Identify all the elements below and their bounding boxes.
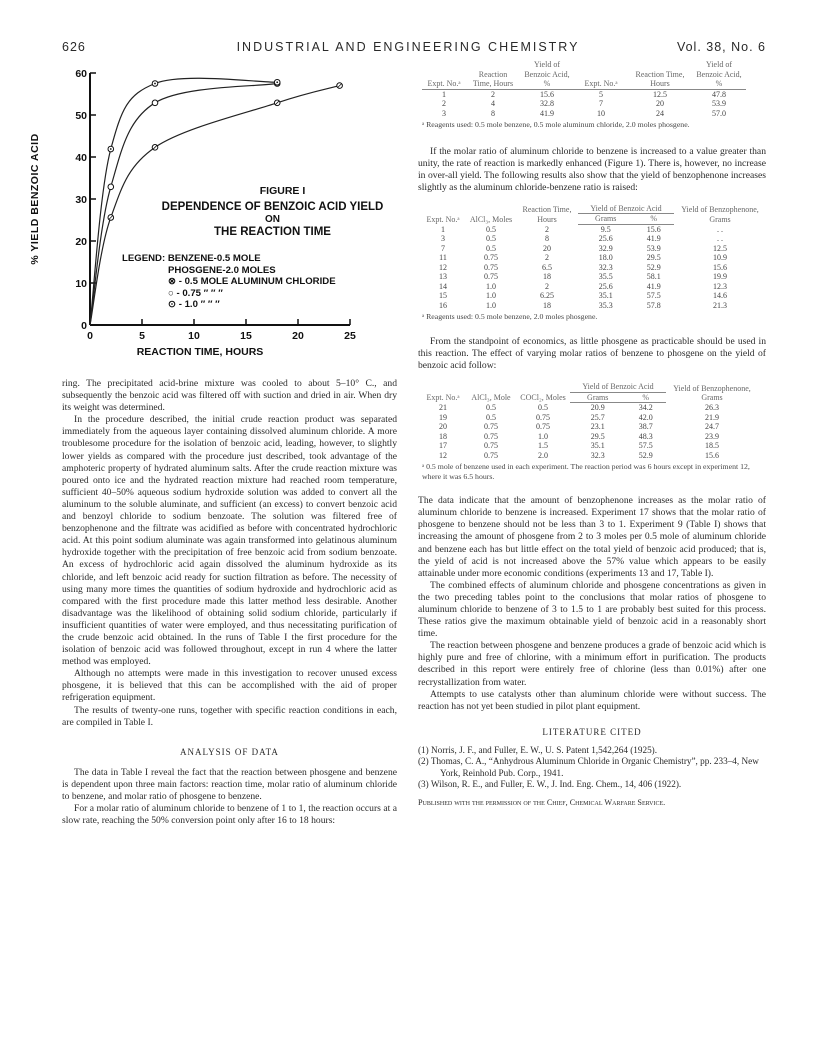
table-cell: 4 <box>491 99 495 108</box>
table-cell: 0.75 <box>484 422 498 432</box>
table-cell: 0.5 <box>486 234 496 244</box>
x-tick-label: 0 <box>87 330 93 342</box>
table-cell: 7 <box>599 99 603 108</box>
legend-item: ○ - 0.75 ″ ″ ″ <box>168 287 223 299</box>
table-row <box>420 234 766 244</box>
table-cell: 18 <box>439 431 447 441</box>
table-row <box>422 89 746 99</box>
table-cell: 1.0 <box>486 300 496 310</box>
table-header: Reaction Time, Hours <box>466 60 520 89</box>
table-cell: 15.6 <box>713 262 727 272</box>
table-row <box>420 253 766 263</box>
table-header: COCl₂, Moles <box>520 393 566 403</box>
table-cell: 53.9 <box>646 243 661 253</box>
table-cell: 41.9 <box>646 281 661 291</box>
table-cell: 18.5 <box>705 441 719 451</box>
table-cell: 2 <box>545 281 549 291</box>
figure-title-line1: DEPENDENCE OF BENZOIC ACID YIELD <box>161 201 384 213</box>
table-cell: 6.25 <box>540 291 554 301</box>
table-cell: 32.9 <box>598 243 613 253</box>
table-cell: 1 <box>442 89 446 99</box>
table-row <box>420 432 758 442</box>
y-tick-label: 0 <box>81 320 87 332</box>
table-cell: 8 <box>545 234 549 244</box>
table-cell: 32.3 <box>590 450 605 460</box>
table-subheader: % <box>633 214 674 225</box>
section-title: ANALYSIS OF DATA <box>180 746 279 757</box>
paragraph: ring. The precipitated acid-brine mixture was cooled to about 5–10° C., and subsequently the benzoic acid was filtered off with suction and dried in air. When dry its weight was determined. <box>62 378 397 414</box>
table-cell: 48.3 <box>638 431 653 441</box>
table-cell: 57.5 <box>638 441 653 451</box>
reference-item: (1) Norris, J. F., and Fuller, E. W., U. S. Patent 1,542,264 (1925). <box>418 744 658 755</box>
data-point <box>108 184 114 190</box>
table-cell: 1 <box>441 224 445 234</box>
y-tick-label: 50 <box>75 110 87 122</box>
table-cell: 21.9 <box>705 412 719 422</box>
paragraph: The data in Table I reveal the fact that the reaction between phosgene and benzene is dependent upon three main factors: reaction time, molar ratio of aluminum chloride to benzene, and molar ratio of phosgene to benzene. <box>62 766 397 802</box>
table-subheader: Grams <box>570 392 625 403</box>
table-cell: 7 <box>441 243 445 253</box>
figure-legend <box>122 253 400 311</box>
table-cell: 29.5 <box>590 431 605 441</box>
table-cell: 0.75 <box>484 441 498 451</box>
table-cell: 9.5 <box>600 224 611 234</box>
table-cell: 0.5 <box>538 402 548 412</box>
table-row <box>420 403 758 413</box>
table-cell: 13 <box>439 272 447 282</box>
table-cell: 52.9 <box>646 262 661 272</box>
table-cell: 2 <box>442 99 446 108</box>
legend-line2: PHOSGENE-2.0 MOLES <box>168 264 276 276</box>
data-point-mark <box>110 148 112 150</box>
data-point-mark <box>154 83 156 85</box>
table-cell: 34.2 <box>638 403 653 413</box>
table-cell: 20 <box>656 99 664 108</box>
table-cell: 19.9 <box>713 272 727 282</box>
table-cell: 25.6 <box>598 234 613 244</box>
table-row <box>422 99 746 109</box>
table-cell: 10.9 <box>713 253 727 263</box>
table-header: Yield of Benzoic Acid, % <box>692 60 746 89</box>
legend-item: ⊙ - 1.0 ″ ″ ″ <box>168 299 220 310</box>
table-row <box>420 451 758 461</box>
table-row <box>420 272 766 282</box>
table-footnote: ᵃ 0.5 mole of benzene used in each experiment. The reaction period was 6 hours except in experiment 12, where it was 6.5 hours. <box>422 462 750 481</box>
table-row <box>420 441 758 451</box>
table-cell: 23.9 <box>705 431 719 441</box>
table-row <box>420 224 766 234</box>
table-cell: 2.0 <box>538 450 548 460</box>
table-cell: 0.75 <box>484 272 498 282</box>
x-tick-label: 5 <box>139 330 145 342</box>
paragraph: The combined effects of aluminum chloride and phosgene concentrations as given in the two preceding tables point to the conclusions that molar ratios of phosgene to aluminum chloride to benzene of 3 to 1.5 to 1 are probably best suited for this process. These ratios give the maximum obtainable yield of benzoic acid in a reasonably short time. <box>418 579 766 640</box>
left-column <box>62 378 397 827</box>
table-cell: 53.9 <box>712 99 726 108</box>
right-column <box>418 60 766 809</box>
table-alcl3-ratio <box>420 204 766 311</box>
table-footnote: ᵃ Reagents used: 0.5 mole benzene, 2.0 moles phosgene. <box>422 312 598 322</box>
x-axis-label: REACTION TIME, HOURS <box>136 346 264 358</box>
table-header: Yield of Benzoic Acid <box>570 382 666 392</box>
table-cell: 18 <box>543 272 551 282</box>
literature-title: LITERATURE CITED <box>542 726 642 737</box>
table-cell: 57.8 <box>646 300 661 310</box>
table-cell: 32.8 <box>540 99 554 108</box>
table-cell: 0.75 <box>484 262 498 272</box>
publication-note: Published with the permission of the Chief, Chemical Warfare Service. <box>418 797 666 807</box>
table-cell: 20.9 <box>590 403 605 413</box>
table-header: Yield of Benzoic Acid <box>578 204 674 214</box>
table-cell: . . <box>717 224 723 234</box>
table-cell: 15 <box>439 291 447 301</box>
table-cell: 24 <box>656 108 664 118</box>
table-cell: 41.9 <box>646 234 661 244</box>
table-cell: 57.5 <box>646 291 661 301</box>
table-subheader: % <box>625 392 666 403</box>
table-footnote: ᵃ Reagents used: 0.5 mole benzene, 0.5 mole aluminum chloride, 2.0 moles phosgene. <box>422 120 690 129</box>
table-cell: 15.6 <box>540 89 554 99</box>
table-cell: 35.1 <box>590 441 605 451</box>
table-cell: 21 <box>439 402 447 412</box>
table-cell: 25.6 <box>598 281 613 291</box>
table-header: Expt. No.ᵃ <box>426 393 460 403</box>
table-row <box>420 282 766 292</box>
y-axis-label: % YIELD BENZOIC ACID <box>29 133 41 265</box>
x-tick-label: 20 <box>292 330 304 342</box>
legend-item: ⊗ - 0.5 MOLE ALUMINUM CHLORIDE <box>168 276 336 287</box>
table-cell: 3 <box>442 108 446 118</box>
table-cell: 29.5 <box>646 253 661 263</box>
table-cell: 14 <box>439 281 447 291</box>
table-cell: 2 <box>545 253 549 263</box>
y-tick-label: 60 <box>75 68 87 80</box>
table-cell: 0.75 <box>484 431 498 441</box>
table-cell: 12.5 <box>653 89 667 99</box>
paragraph: Although no attempts were made in this investigation to recover unused excess phosgene, it is believed that this can be accomplished with the aid of proper refrigeration equipment. <box>62 668 397 704</box>
table-cell: 35.3 <box>598 300 613 310</box>
figure-caption <box>150 185 395 238</box>
table-cell: 32.3 <box>598 262 613 272</box>
table-header: Reaction Time, Hours <box>628 60 692 89</box>
table-cell: 0.5 <box>486 412 496 422</box>
table-cell: 12 <box>439 262 447 272</box>
table-cell: 57.0 <box>712 108 726 118</box>
table-header: Expt. No.ᵃ <box>574 60 628 89</box>
table-phosgene-ratio <box>420 382 758 460</box>
table-cell: 35.1 <box>598 291 613 301</box>
table-cell: 0.5 <box>486 243 496 253</box>
table-cell: 15.6 <box>646 224 661 234</box>
table-cell: 0.75 <box>536 412 550 422</box>
table-cell: 24.7 <box>705 422 719 432</box>
table-cell: 18.0 <box>598 253 613 263</box>
table-cell: 19 <box>439 412 447 422</box>
table-time-yield <box>422 60 746 118</box>
table-header: Yield of Benzophenone, Grams <box>681 205 759 224</box>
x-tick-label: 25 <box>344 330 356 342</box>
figure-number: FIGURE I <box>259 185 306 197</box>
table-row <box>420 301 766 311</box>
table-row <box>420 244 766 254</box>
table-subheader: Grams <box>578 214 633 225</box>
table-cell: 1.0 <box>486 291 496 301</box>
table-cell: 18 <box>543 300 551 310</box>
paragraph: In the procedure described, the initial crude reaction product was separated immediately from the aqueous layer containing dissolved aluminum chloride. A more troublesome procedure for the isolation of benzoic acid, leading, however, to slightly lower yields as compared with the procedure just described, took advantage of the amphoteric property of hydrated aluminum salts. After the crude reaction mixture was poured onto ice and the hydrated reaction mixture had reached room temperature, sufficient 40–50% aqueous sodium hydroxide solution was added to convert all the aluminum to the soluble aluminate, and sufficient (an excess) to convert benzoic acid and benzoyl chloride to sodium benzoate. The solution was filtered free of benzophenone and the filtrate was acidified as before with concentrated hydrochloric acid. At this point sodium aluminate was again transformed into gelatinous aluminum hydroxide together with the precipitation of free benzoic acid from sodium benzoate. An excess of hydrochloric acid again dissolved the aluminum hydroxide as its chloride, and left benzoic acid ready for suction filtration as before. The necessity of using many more times the quantities of sodium hydroxide and hydrochloric acid as compared with the first procedure made this latter method less desirable. Another disadvantage was the likelihood of obtaining solid sodium chloride, particularly if insufficient quantities of water were employed, and thus necessitating purification of the crude benzoic acid obtained. In the runs of Table I the first procedure for the isolation of benzoic acid was followed throughout, except in run 4 where the latter method was employed. <box>62 414 397 668</box>
figure-title-line3: THE REACTION TIME <box>214 226 331 238</box>
x-tick-label: 15 <box>240 330 252 342</box>
table-cell: 17 <box>439 441 447 451</box>
table-cell: 8 <box>491 108 495 118</box>
table-cell: 12 <box>439 450 447 460</box>
y-tick-label: 10 <box>75 278 87 290</box>
reference-item: (3) Wilson, R. E., and Fuller, E. W., J. Ind. Eng. Chem., 14, 406 (1922). <box>418 779 682 790</box>
table-cell: 14.6 <box>713 291 727 301</box>
table-cell: 38.7 <box>638 422 653 432</box>
table-cell: 3 <box>441 234 445 244</box>
table-cell: 35.5 <box>598 272 613 282</box>
figure-title-line2: ON <box>265 214 280 225</box>
journal-title: INDUSTRIAL AND ENGINEERING CHEMISTRY <box>236 40 580 54</box>
table-cell: 0.75 <box>536 422 550 432</box>
table-cell: 1.0 <box>486 281 496 291</box>
table-cell: 52.9 <box>638 450 653 460</box>
table-header: AlCl₃, Moles <box>469 214 513 224</box>
table-cell: 21.3 <box>713 300 727 310</box>
table-cell: 26.3 <box>705 402 719 412</box>
paragraph: The results of twenty-one runs, together with specific reaction conditions in each, are compiled in Table I. <box>62 704 397 728</box>
y-tick-label: 30 <box>75 194 87 206</box>
table-cell: 23.1 <box>590 422 605 432</box>
table-cell: 11 <box>439 253 447 263</box>
paragraph: The data indicate that the amount of benzophenone increases as the molar ratio of aluminum chloride to benzene is increased. Experiment 17 shows that the molar ratio of phosgene to benzene should not be less than 3 to 1. Experiment 9 (Table I) shows that increasing the amount of phosgene from 2 to 3 moles per 0.5 mole of aluminum chloride and benzene each has but little effect on the total yield of benzoic acid produced; that is, the yield of acid is not increased above the 57% value which appears to be easily attainable under more economic conditions (experiments 13 and 17, Table I). <box>418 495 766 579</box>
table-cell: 2 <box>545 224 549 234</box>
legend-line1: BENZENE-0.5 MOLE <box>167 253 261 264</box>
table-row <box>420 291 766 301</box>
paragraph: From the standpoint of economics, as little phosgene as practicable should be used in this reaction. The effect of varying molar ratios of benzene to phosgene on the yield of benzoic acid follow: <box>418 335 766 372</box>
table-cell: 10 <box>597 108 605 118</box>
table-cell: 0.75 <box>484 253 498 263</box>
table-header: AlCl₃, Mole <box>471 393 511 403</box>
table-cell: 41.9 <box>540 108 554 118</box>
table-cell: 12.5 <box>713 243 727 253</box>
table-cell: 1.0 <box>538 431 548 441</box>
paragraph: If the molar ratio of aluminum chloride to benzene is increased to a value greater than unity, the rate of reaction is markedly enhanced (Figure 1). There is, however, no increase in over-all yield. The following results also show that the yield of benzophenone increases slightly as the aluminum chloride-benzene ratio is raised: <box>418 145 766 193</box>
data-point <box>152 100 158 106</box>
data-point-mark <box>276 81 278 83</box>
table-row <box>422 109 746 119</box>
table-cell: 20 <box>439 422 447 432</box>
table-cell: 47.8 <box>712 89 726 99</box>
table-cell: 0.5 <box>486 402 496 412</box>
paragraph: Attempts to use catalysts other than aluminum chloride were without success. The reaction has not yet been studied in pilot plant equipment. <box>418 688 766 712</box>
y-tick-label: 40 <box>75 152 87 164</box>
table-header: Expt. No.ᵃ <box>422 60 466 89</box>
y-tick-label: 20 <box>75 236 87 248</box>
table-cell: 42.0 <box>638 412 653 422</box>
table-row <box>420 263 766 273</box>
page-number: 626 <box>62 40 86 54</box>
paragraph: For a molar ratio of aluminum chloride to benzene of 1 to 1, the reaction occurs at a slow rate, reaching the 50% conversion point only after 16 to 18 hours: <box>62 803 397 827</box>
table-cell: 5 <box>599 89 603 99</box>
table-header: Yield of Benzoic Acid, % <box>520 60 574 89</box>
table-cell: 1.5 <box>538 441 548 451</box>
table-cell: 6.5 <box>542 262 552 272</box>
table-header: Reaction Time, Hours <box>522 205 572 224</box>
table-header: Expt. No.ᵃ <box>426 214 460 224</box>
volume-label: Vol. 38, No. 6 <box>676 40 766 54</box>
x-tick-label: 10 <box>188 330 200 342</box>
table-cell: 16 <box>439 300 447 310</box>
legend-title: LEGEND: <box>122 253 166 264</box>
table-cell: . . <box>717 234 723 244</box>
table-cell: 12.3 <box>713 281 727 291</box>
table-cell: 15.6 <box>705 450 719 460</box>
table-cell: 25.7 <box>590 412 605 422</box>
table-cell: 20 <box>543 243 551 253</box>
table-cell: 58.1 <box>646 272 661 282</box>
table-cell: 2 <box>491 89 495 99</box>
paragraph: The reaction between phosgene and benzene produces a grade of benzoic acid which is highly pure and free of chlorine, with a minimum effort in purification. The products described in this report were entirely free of chlorine (less than 0.01%) after one recrystallization from water. <box>418 640 766 688</box>
reference-item: (2) Thomas, C. A., “Anhydrous Aluminum Chloride in Organic Chemistry”, pp. 233–4, New York, Reinhold Pub. Corp., 1941. <box>418 756 759 778</box>
table-header: Yield of Benzophenone, Grams <box>673 383 751 403</box>
table-row <box>420 413 758 423</box>
table-cell: 0.5 <box>486 224 496 234</box>
table-row <box>420 422 758 432</box>
table-cell: 0.75 <box>484 450 498 460</box>
